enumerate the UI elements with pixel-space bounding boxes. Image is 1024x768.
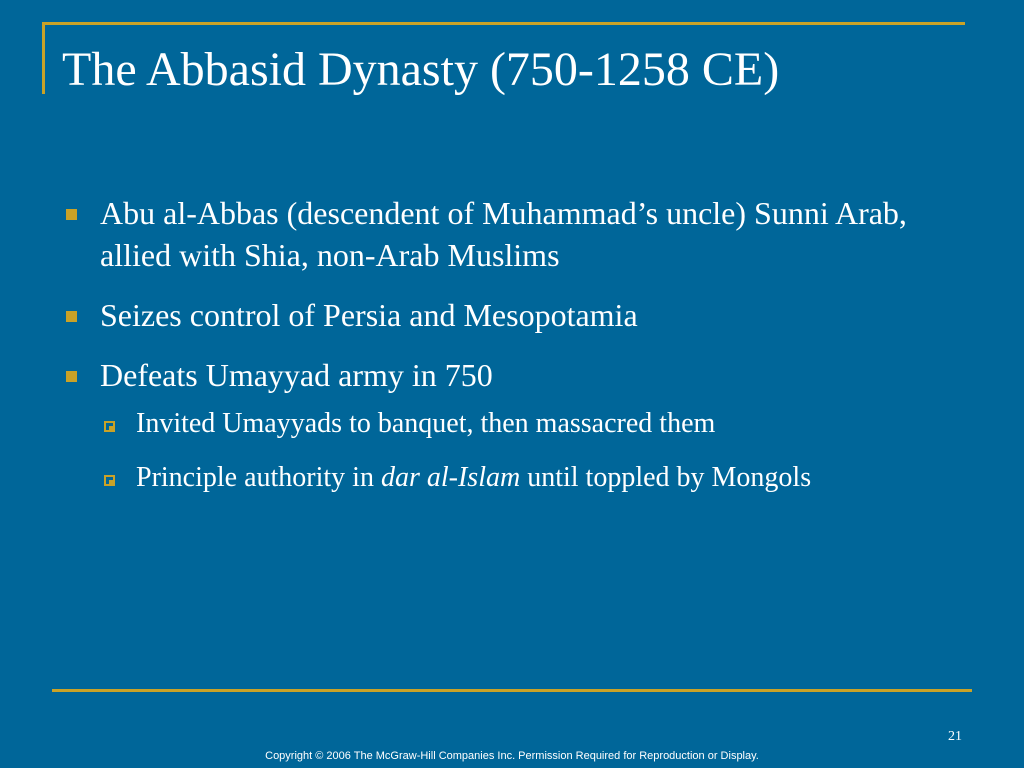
footer-divider-line [52, 689, 972, 692]
hollow-square-bullet-icon [104, 421, 115, 432]
slide-title: The Abbasid Dynasty (750-1258 CE) [62, 43, 780, 96]
sub-bullet-text-end: until toppled by Mongols [520, 462, 812, 493]
bullet-text: Defeats Umayyad army in 750 [100, 357, 493, 393]
square-bullet-icon [66, 209, 77, 220]
bullet-text: Seizes control of Persia and Mesopotamia [100, 297, 638, 333]
page-number: 21 [948, 729, 962, 744]
italic-term: dar al-Islam [380, 462, 521, 493]
hollow-square-bullet-icon [104, 475, 115, 486]
bullet-list [60, 192, 920, 514]
bullet-item [60, 294, 920, 336]
title-accent-vertical-line [42, 22, 45, 94]
bullet-item [60, 192, 920, 276]
bullet-text: Abu al-Abbas (descendent of Muhammad’s uncle) Sunni Arab, allied with Shia, non-Arab Muslims [100, 195, 907, 273]
sub-bullet-item [60, 406, 920, 442]
sub-bullet-text: Invited Umayyads to banquet, then massacred them [136, 408, 716, 439]
copyright-notice: Copyright © 2006 The McGraw-Hill Companies Inc. Permission Required for Reproduction or Display. [265, 750, 759, 762]
square-bullet-icon [66, 311, 77, 322]
title-accent-top-line [42, 22, 965, 25]
sub-bullet-item [60, 460, 920, 496]
square-bullet-icon [66, 371, 77, 382]
bullet-item [60, 354, 920, 396]
sub-bullet-text-start: Principle authority in [136, 462, 381, 493]
sub-bullet-text [136, 462, 811, 493]
